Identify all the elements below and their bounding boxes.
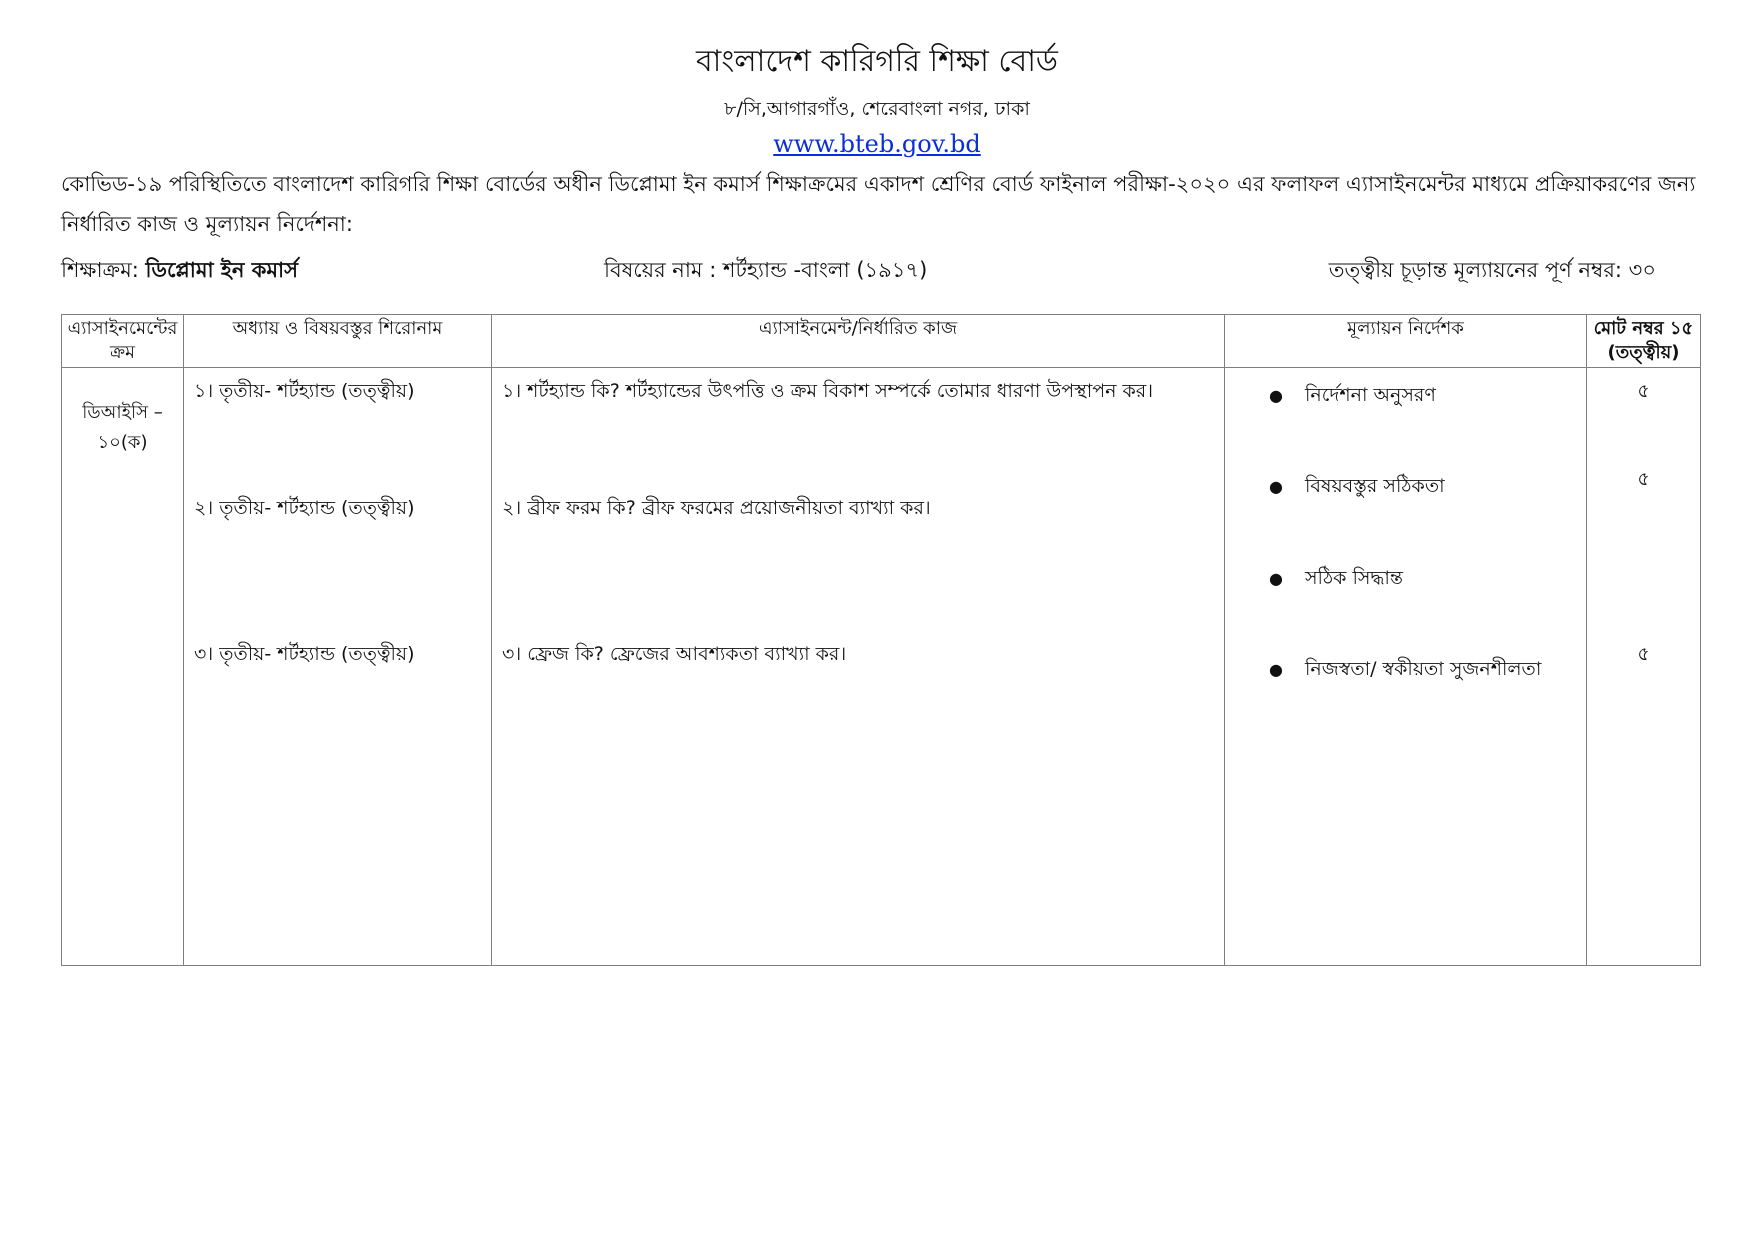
header-criteria: মূল্যায়ন নির্দেশক <box>1225 315 1587 368</box>
curriculum-value: ডিপ্লোমা ইন কমার্স <box>145 258 299 282</box>
marks-item: ৫ <box>1637 380 1650 402</box>
table-row <box>62 368 1701 966</box>
curriculum-info <box>61 252 298 288</box>
criteria-item: ● নিজস্বতা/ স্বকীয়তা সুজনশীলতা <box>1269 656 1541 683</box>
header-task: এ্যাসাইনমেন্ট/নির্ধারিত কাজ <box>492 315 1225 368</box>
bullet-icon: ● <box>1269 660 1283 679</box>
assignment-table <box>61 314 1701 966</box>
header-chapter: অধ্যায় ও বিষয়বস্তুর শিরোনাম <box>184 315 492 368</box>
marks-cell <box>1587 368 1701 966</box>
task-cell <box>492 368 1225 966</box>
assignment-code: ডিআইসি – ১০(ক) <box>82 402 163 453</box>
curriculum-label: শিক্ষাক্রম: <box>61 258 139 282</box>
table-header-row <box>62 315 1701 368</box>
website-link[interactable]: www.bteb.gov.bd <box>773 130 981 158</box>
bullet-icon: ● <box>1269 386 1283 405</box>
marks-item: ৫ <box>1637 468 1650 490</box>
bullet-icon: ● <box>1269 569 1283 588</box>
board-address: ৮/সি,আগারগাঁও, শেরেবাংলা নগর, ঢাকা <box>724 98 1030 120</box>
chapter-item: ২। তৃতীয়- শর্টহ্যান্ড (তত্ত্বীয়) <box>194 497 415 519</box>
code-cell <box>62 368 184 966</box>
criteria-cell <box>1225 368 1587 966</box>
criteria-item: ● সঠিক সিদ্ধান্ত <box>1269 565 1403 592</box>
subject-info: বিষয়ের নাম : শর্টহ্যান্ড -বাংলা (১৯১৭) <box>604 258 928 282</box>
bullet-icon: ● <box>1269 477 1283 496</box>
chapter-item: ১। তৃতীয়- শর্টহ্যান্ড (তত্ত্বীয়) <box>194 380 415 402</box>
task-item: ৩। ফ্রেজ কি? ফ্রেজের আবশ্যকতা ব্যাখ্যা কর। <box>502 643 847 665</box>
chapter-cell <box>184 368 492 966</box>
board-website <box>0 128 1754 160</box>
info-row <box>61 252 1656 288</box>
intro-paragraph: কোভিড-১৯ পরিস্থিতিতে বাংলাদেশ কারিগরি শিক্ষা বোর্ডের অধীন ডিপ্লোমা ইন কমার্স শিক্ষাক্রমের একাদশ শ্রেণির বোর্ড ফাইনাল পরীক্ষা-২০২০ এর ফলাফল এ্যাসাইনমেন্টর মাধ্যমে প্রক্রিয়াকরণের জন্য নির্ধারিত কাজ ও মূল্যায়ন নির্দেশনা: <box>61 172 1696 236</box>
task-item: ১। শর্টহ্যান্ড কি? শর্টহ্যান্ডের উৎপত্তি ও ক্রম বিকাশ সম্পর্কে তোমার ধারণা উপস্থাপন কর। <box>502 380 1154 402</box>
criteria-item: ● বিষয়বস্তুর সঠিকতা <box>1269 473 1445 500</box>
header-total-marks: মোট নম্বর ১৫ (তত্ত্বীয়) <box>1587 315 1701 368</box>
board-title: বাংলাদেশ কারিগরি শিক্ষা বোর্ড <box>695 44 1059 79</box>
criteria-item: ● নির্দেশনা অনুসরণ <box>1269 382 1436 409</box>
marks-item: ৫ <box>1637 643 1650 665</box>
chapter-item: ৩। তৃতীয়- শর্টহ্যান্ড (তত্ত্বীয়) <box>194 643 415 665</box>
full-marks-info: তত্ত্বীয় চূড়ান্ত মূল্যায়নের পূর্ণ নম্বর: ৩০ <box>1328 258 1656 282</box>
task-item: ২। ব্রীফ ফরম কি? ব্রীফ ফরমের প্রয়োজনীয়তা ব্যাখ্যা কর। <box>502 497 931 519</box>
header-code: এ্যাসাইনমেন্টের ক্রম <box>62 315 184 368</box>
